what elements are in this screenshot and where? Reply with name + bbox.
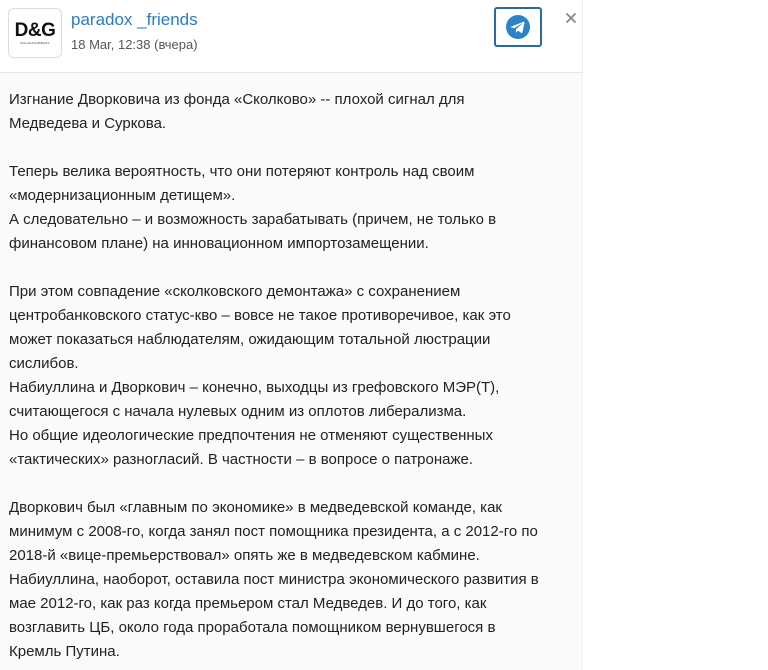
close-button[interactable] <box>560 4 582 32</box>
telegram-icon <box>505 14 531 40</box>
text-line: Кремль Путина. <box>9 643 120 660</box>
text-line: Набиуллина и Дворкович – конечно, выходцы из грефовского МЭР(Т), <box>9 379 500 396</box>
text-line: 2018-й «вице-премьерствовал» опять же в медведевском кабмине. <box>9 547 480 564</box>
text-line: Изгнание Дворковича из фонда «Сколково» -- плохой сигнал для <box>9 91 465 108</box>
channel-avatar[interactable] <box>8 8 62 58</box>
post-text <box>9 88 574 664</box>
avatar-logo: D&G <box>14 20 56 41</box>
channel-name-link[interactable]: paradox _friends <box>71 10 198 29</box>
post-header <box>0 0 582 73</box>
text-line: может показаться наблюдателям, ожидающим тотальной люстрации <box>9 331 491 348</box>
text-line: центробанковского статус-кво – вовсе не такое противоречивое, как это <box>9 307 511 324</box>
paragraph-gap <box>9 256 574 280</box>
text-line: А следовательно – и возможность зарабатывать (причем, не только в <box>9 211 497 228</box>
paragraph-gap <box>9 136 574 160</box>
text-line: «тактических» разногласий. В частности – в вопросе о патронаже. <box>9 451 474 468</box>
text-line: возглавить ЦБ, около года проработала помощником вернувшегося в <box>9 619 496 636</box>
text-line: Медведева и Суркова. <box>9 115 167 132</box>
text-line: финансовом плане) на инновационном импортозамещении. <box>9 235 429 252</box>
close-icon <box>566 13 576 23</box>
text-line: Но общие идеологические предпочтения не отменяют существенных <box>9 427 493 444</box>
text-line: мае 2012-го, как раз когда премьером стал Медведев. И до того, как <box>9 595 487 612</box>
text-line: При этом совпадение «сколковского демонтажа» с сохранением <box>9 283 461 300</box>
text-line: Теперь велика вероятность, что они потеряют контроль над своим <box>9 163 475 180</box>
text-line: Дворкович был «главным по экономике» в медведевской команде, как <box>9 499 502 516</box>
text-line: «модернизационным детищем». <box>9 187 236 204</box>
text-line: Набиуллина, наоборот, оставила пост министра экономического развития в <box>9 571 539 588</box>
paragraph-gap <box>9 472 574 496</box>
post-timestamp: 18 Mar, 12:38 (вчера) <box>71 37 198 52</box>
text-line: сислибов. <box>9 355 79 372</box>
telegram-share-button[interactable] <box>494 7 542 47</box>
text-line: минимум с 2008-го, когда занял пост помощника президента, а с 2012-го по <box>9 523 538 540</box>
avatar-logo-subtext: DOLCE&GABBANA <box>20 41 50 45</box>
text-line: считающегося с начала нулевых одним из оплотов либерализма. <box>9 403 467 420</box>
